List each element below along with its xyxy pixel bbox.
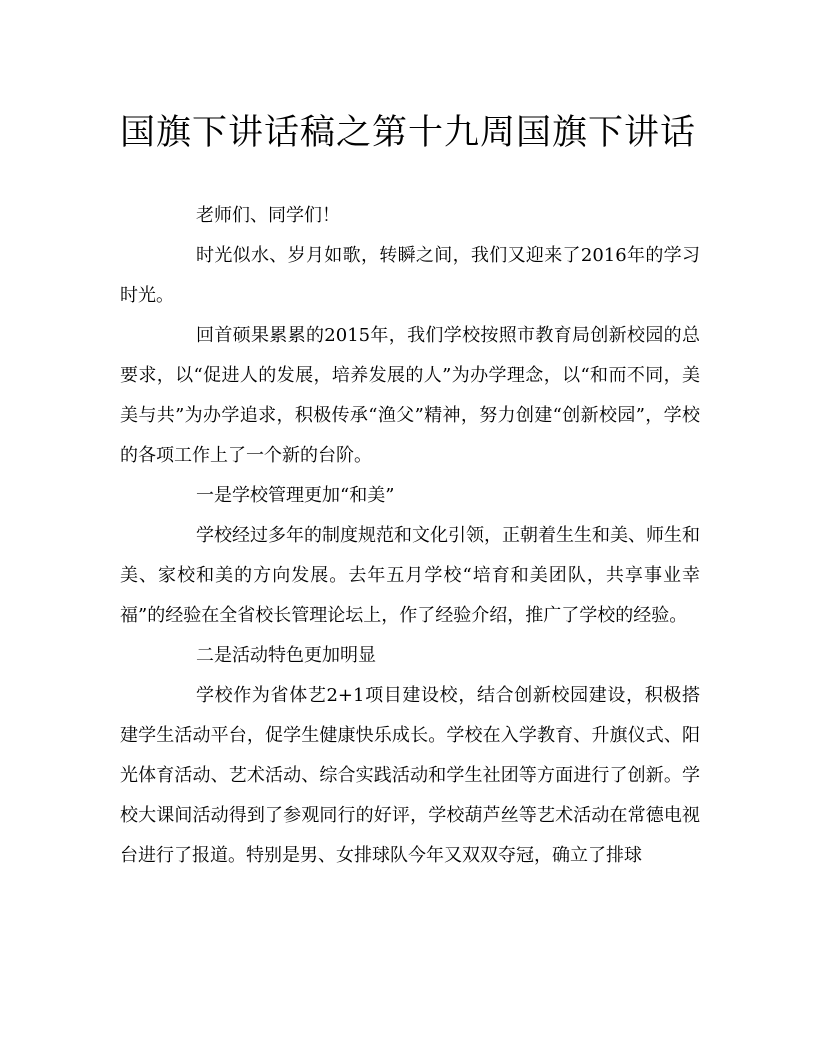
paragraph-management: 学校经过多年的制度规范和文化引领，正朝着生生和美、师生和美、家校和美的方向发展。去年五月学校“培育和美团队，共享事业幸福”的经验在全省校长管理论坛上，作了经验介绍，推广了学校的经验。	[120, 525, 700, 626]
section-heading-management: 一是学校管理更加“和美”	[196, 485, 395, 506]
section-heading-activities: 二是活动特色更加明显	[196, 645, 376, 666]
paragraph-review: 回首硕果累累的2015年，我们学校按照市教育局创新校园的总要求，以“促进人的发展，培养发展的人”为办学理念，以“和而不同，美美与共”为办学追求，积极传承“渔父”精神，努力创建“创新校园”，学校的各项工作上了一个新的台阶。	[120, 325, 700, 466]
paragraph-greeting: 老师们、同学们！	[196, 205, 340, 226]
paragraph-activities: 学校作为省体艺2+1项目建设校，结合创新校园建设，积极搭建学生活动平台，促学生健康快乐成长。学校在入学教育、升旗仪式、阳光体育活动、艺术活动、综合实践活动和学生社团等方面进行了创新。学校大课间活动得到了参观同行的好评，学校葫芦丝等艺术活动在常德电视台进行了报道。特别是男、女排球队今年又双双夺冠，确立了排球	[120, 685, 700, 866]
paragraph-intro: 时光似水、岁月如歌，转瞬之间，我们又迎来了2016年的学习时光。	[120, 245, 700, 306]
document-title: 国旗下讲话稿之第十九周国旗下讲话	[119, 113, 696, 153]
document-body	[120, 196, 700, 876]
